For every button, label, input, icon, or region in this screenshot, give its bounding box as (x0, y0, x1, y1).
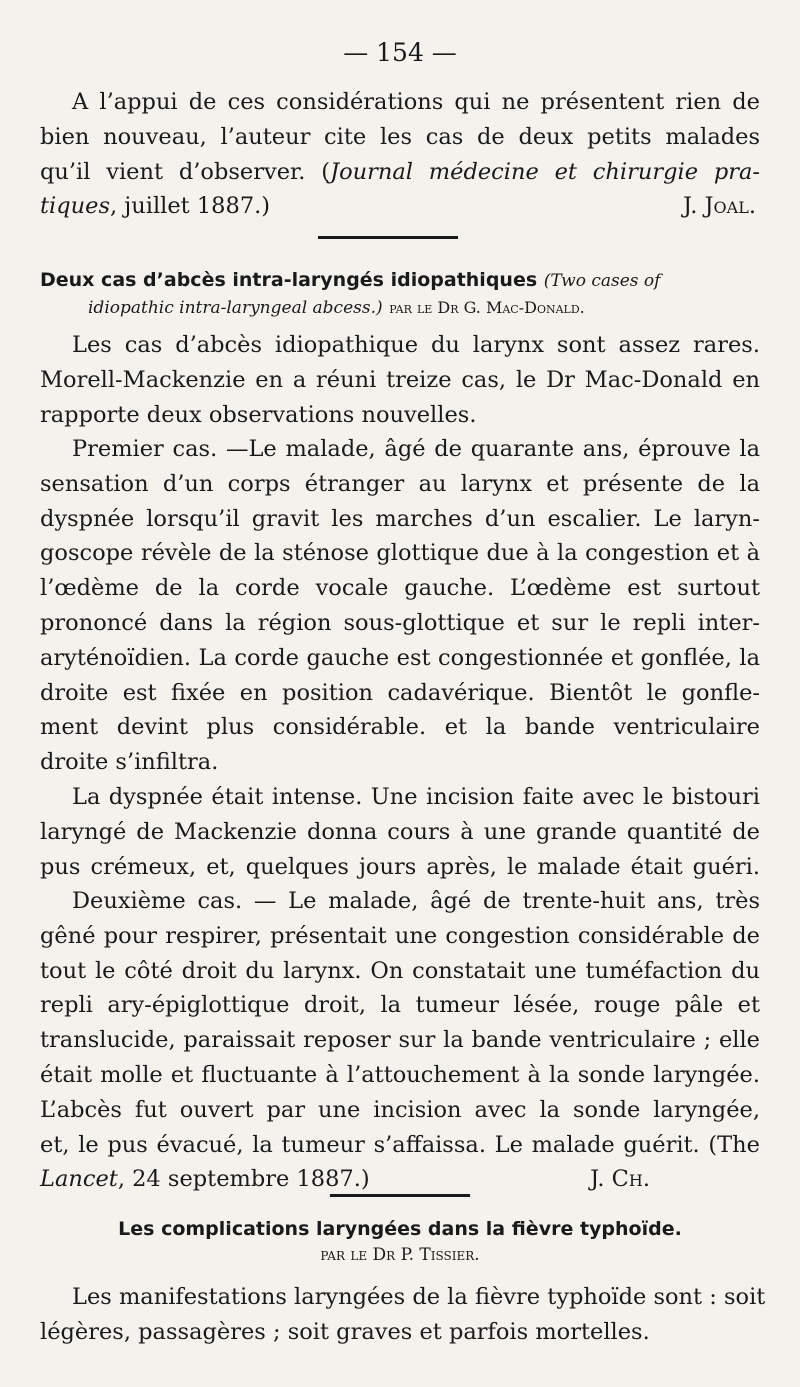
text-line: bien nouveau, l’auteur cite les cas de deux petits malades (40, 123, 760, 150)
text-line: repli ary-épiglottique droit, la tumeur lésée, rouge pâle et (40, 992, 760, 1019)
article-paragraph (40, 1280, 766, 1350)
journal-title-end: tiques (40, 193, 110, 220)
text-line: gêné pour respirer, présentait une congestion considérable de (40, 922, 760, 949)
text-line: Lancet, 24 septembre 1887.) J. Ch. (40, 1162, 760, 1197)
article-paragraph (40, 780, 760, 884)
author-signature: J. Joal. (682, 193, 756, 220)
text-line: l’œdème de la corde vocale gauche. L’œdème est surtout (40, 575, 760, 602)
text-line: dyspnée lorsqu’il gravit les marches d’un escalier. Le laryn- (40, 505, 760, 532)
text-line: légères, passagères ; soit graves et parfois mortelles. (40, 1318, 650, 1345)
section-divider (330, 1194, 470, 1197)
section-divider (318, 236, 458, 239)
journal-title: Lancet (40, 1166, 118, 1193)
article-paragraph (40, 328, 760, 432)
text-line: droite est fixée en position cadavérique. Bientôt le gonfle- (40, 679, 760, 706)
intro-paragraph (40, 85, 760, 224)
text-line: A l’appui de ces considérations qui ne présentent rien de (72, 89, 760, 115)
article-title: Deux cas d’abcès intra-laryngés idiopathiques (40, 269, 538, 291)
journal-title: Journal médecine et chirurgie pra- (330, 158, 761, 185)
article-subtitle: (Two cases of (543, 271, 661, 291)
page-number: — 154 — (343, 38, 457, 67)
text-line: Morell-Mackenzie en a réuni treize cas, le Dr Mac-Donald en (40, 366, 760, 393)
text-line: sensation d’un corps étranger au larynx et présente de la (40, 470, 760, 497)
text-line: Premier cas. —Le malade, âgé de quarante ans, éprouve la (72, 436, 760, 462)
article-paragraph (40, 432, 760, 780)
article-heading (40, 267, 760, 321)
text-line: était molle et fluctuante à l’attouchement à la sonde laryngée. (40, 1061, 760, 1088)
author-signature: J. Ch. (590, 1166, 650, 1193)
text-line: laryngé de Mackenzie donna cours à une grande quantité de (40, 818, 760, 845)
text-line: prononcé dans la région sous-glottique et sur le repli inter- (40, 609, 760, 636)
article-heading: Les complications laryngées dans la fièvre typhoïde. (118, 1218, 682, 1240)
text-line: tout le côté droit du larynx. On constatait une tuméfaction du (40, 957, 760, 984)
text-line: ment devint plus considérable. et la bande ventriculaire (40, 714, 760, 741)
text-line: goscope révèle de la sténose glottique due à la congestion et à (40, 540, 760, 567)
article-byline: par le Dr P. Tissier. (320, 1245, 480, 1265)
text-line: Les cas d’abcès idiopathique du larynx sont assez rares. (72, 332, 760, 358)
text-line: L’abcès fut ouvert par une incision avec la sonde laryngée, (40, 1096, 760, 1123)
text-line: pus crémeux, et, quelques jours après, le malade était guéri. (40, 853, 760, 880)
text-line: aryténoïdien. La corde gauche est congestionnée et gonflée, la (40, 644, 760, 671)
text-line: Les manifestations laryngées de la fièvre typhoïde sont : soit (72, 1284, 766, 1310)
article-paragraph (40, 884, 760, 1197)
text-line: rapporte deux observations nouvelles. (40, 401, 477, 428)
text-line: translucide, paraissait reposer sur la bande ventriculaire ; elle (40, 1027, 760, 1054)
article-subtitle-cont: idiopathic intra-laryngeal abcess.) (88, 298, 383, 318)
text-line: La dyspnée était intense. Une incision faite avec le bistouri (72, 784, 760, 810)
text-line: qu’il vient d’observer. (Journal médecine et chirurgie pra- (40, 158, 761, 185)
article-byline: par le Dr G. Mac-Donald. (389, 298, 585, 317)
text-line: et, le pus évacué, la tumeur s’affaissa. Le malade guérit. (The (40, 1131, 760, 1158)
text-line: tiques, juillet 1887.) J. Joal. (40, 189, 760, 224)
text-line: droite s’infiltra. (40, 749, 219, 776)
text-line: Deuxième cas. — Le malade, âgé de trente-huit ans, très (72, 888, 760, 914)
